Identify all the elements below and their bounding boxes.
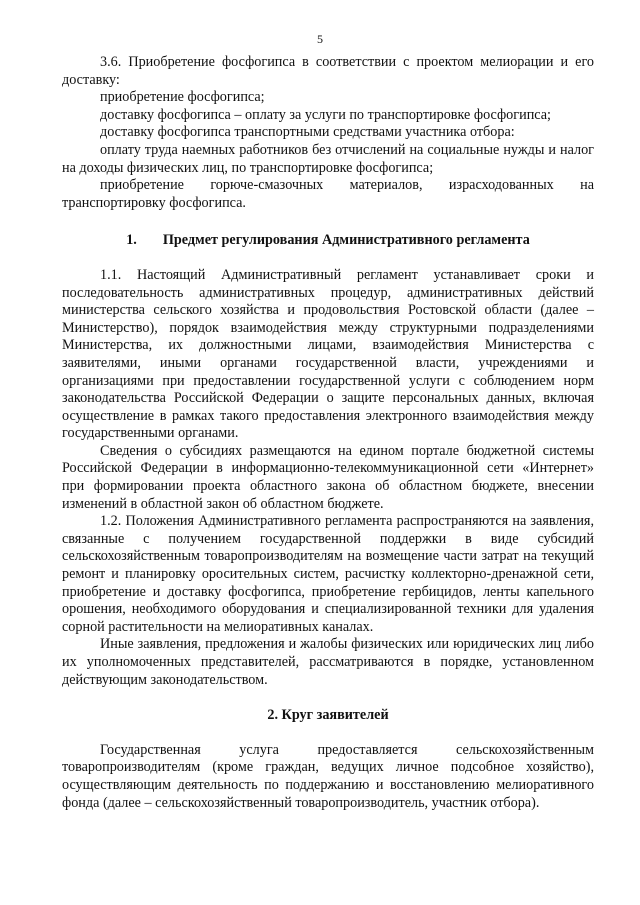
- section-1-heading: [62, 232, 594, 250]
- intro-paragraph-6: приобретение горюче-смазочных материалов, израсходованных на транспортировку фосфогипса.: [62, 177, 594, 211]
- document-body: [62, 54, 594, 812]
- section-1-paragraph-3: 1.2. Положения Административного регламента распространяются на заявления, связанные с получением государственной поддержки в виде субсидий сельскохозяйственным товаропроизводителям на возмещение части затрат на текущий ремонт и планировку оросительных систем, расчистку коллекторно-дренажной сети, приобретение и доставку фосфогипса, приобретение гербицидов, ленты капельного орошения, необходимого оборудования и специализированной техники для удаления сорной растительности на мелиоративных каналах.: [62, 513, 594, 635]
- section-1-paragraph-4: Иные заявления, предложения и жалобы физических или юридических лиц либо их уполномоченных представителей, рассматриваются в порядке, установленном действующим законодательством.: [62, 636, 594, 688]
- intro-paragraph-2: приобретение фосфогипса;: [100, 89, 265, 106]
- intro-paragraph-5: оплату труда наемных работников без отчислений на социальные нужды и налог на доходы физических лиц, по транспортировке фосфогипса;: [62, 141, 594, 176]
- section-1-paragraph-1: 1.1. Настоящий Административный регламент устанавливает сроки и последовательность административных процедур, административных действий министерства сельского хозяйства и продовольствия Ростовской области (далее – Министерство), порядок взаимодействия между структурными подразделениями Министерства, их должностными лицами, взаимодействия Министерства с заявителями, иными органами государственной власти, учреждениями и организациями при предоставлении государственной услуги с соблюдением норм законодательства Российской Федерации о защите персональных данных, включая осуществление в рамках такого предоставления электронного взаимодействия между государственными органами.: [62, 266, 594, 442]
- section-1-number: 1.: [126, 232, 137, 249]
- section-1-title: Предмет регулирования Административного регламента: [162, 232, 530, 249]
- intro-paragraph-1: 3.6. Приобретение фосфогипса в соответствии с проектом мелиорации и его доставку:: [62, 54, 594, 88]
- section-2-heading: 2. Круг заявителей: [267, 707, 389, 724]
- intro-paragraph-4: доставку фосфогипса транспортными средствами участника отбора:: [100, 124, 515, 141]
- intro-paragraph-3: доставку фосфогипса – оплату за услуги по транспортировке фосфогипса;: [100, 106, 551, 123]
- section-1-paragraph-2: Сведения о субсидиях размещаются на едином портале бюджетной системы Российской Федерации в информационно-телекоммуникационной сети «Интернет» при формировании проекта областного закона об областном бюджете, внесении изменений в областной закон об областном бюджете.: [62, 442, 594, 512]
- page-number: 5: [317, 32, 323, 46]
- section-2-paragraph-1: Государственная услуга предоставляется сельскохозяйственным товаропроизводителям (кроме граждан, ведущих личное подсобное хозяйство), осуществляющим деятельность по поддержанию и восстановлению мелиоративного фонда (далее – сельскохозяйственный товаропроизводитель, участник отбора).: [62, 741, 594, 811]
